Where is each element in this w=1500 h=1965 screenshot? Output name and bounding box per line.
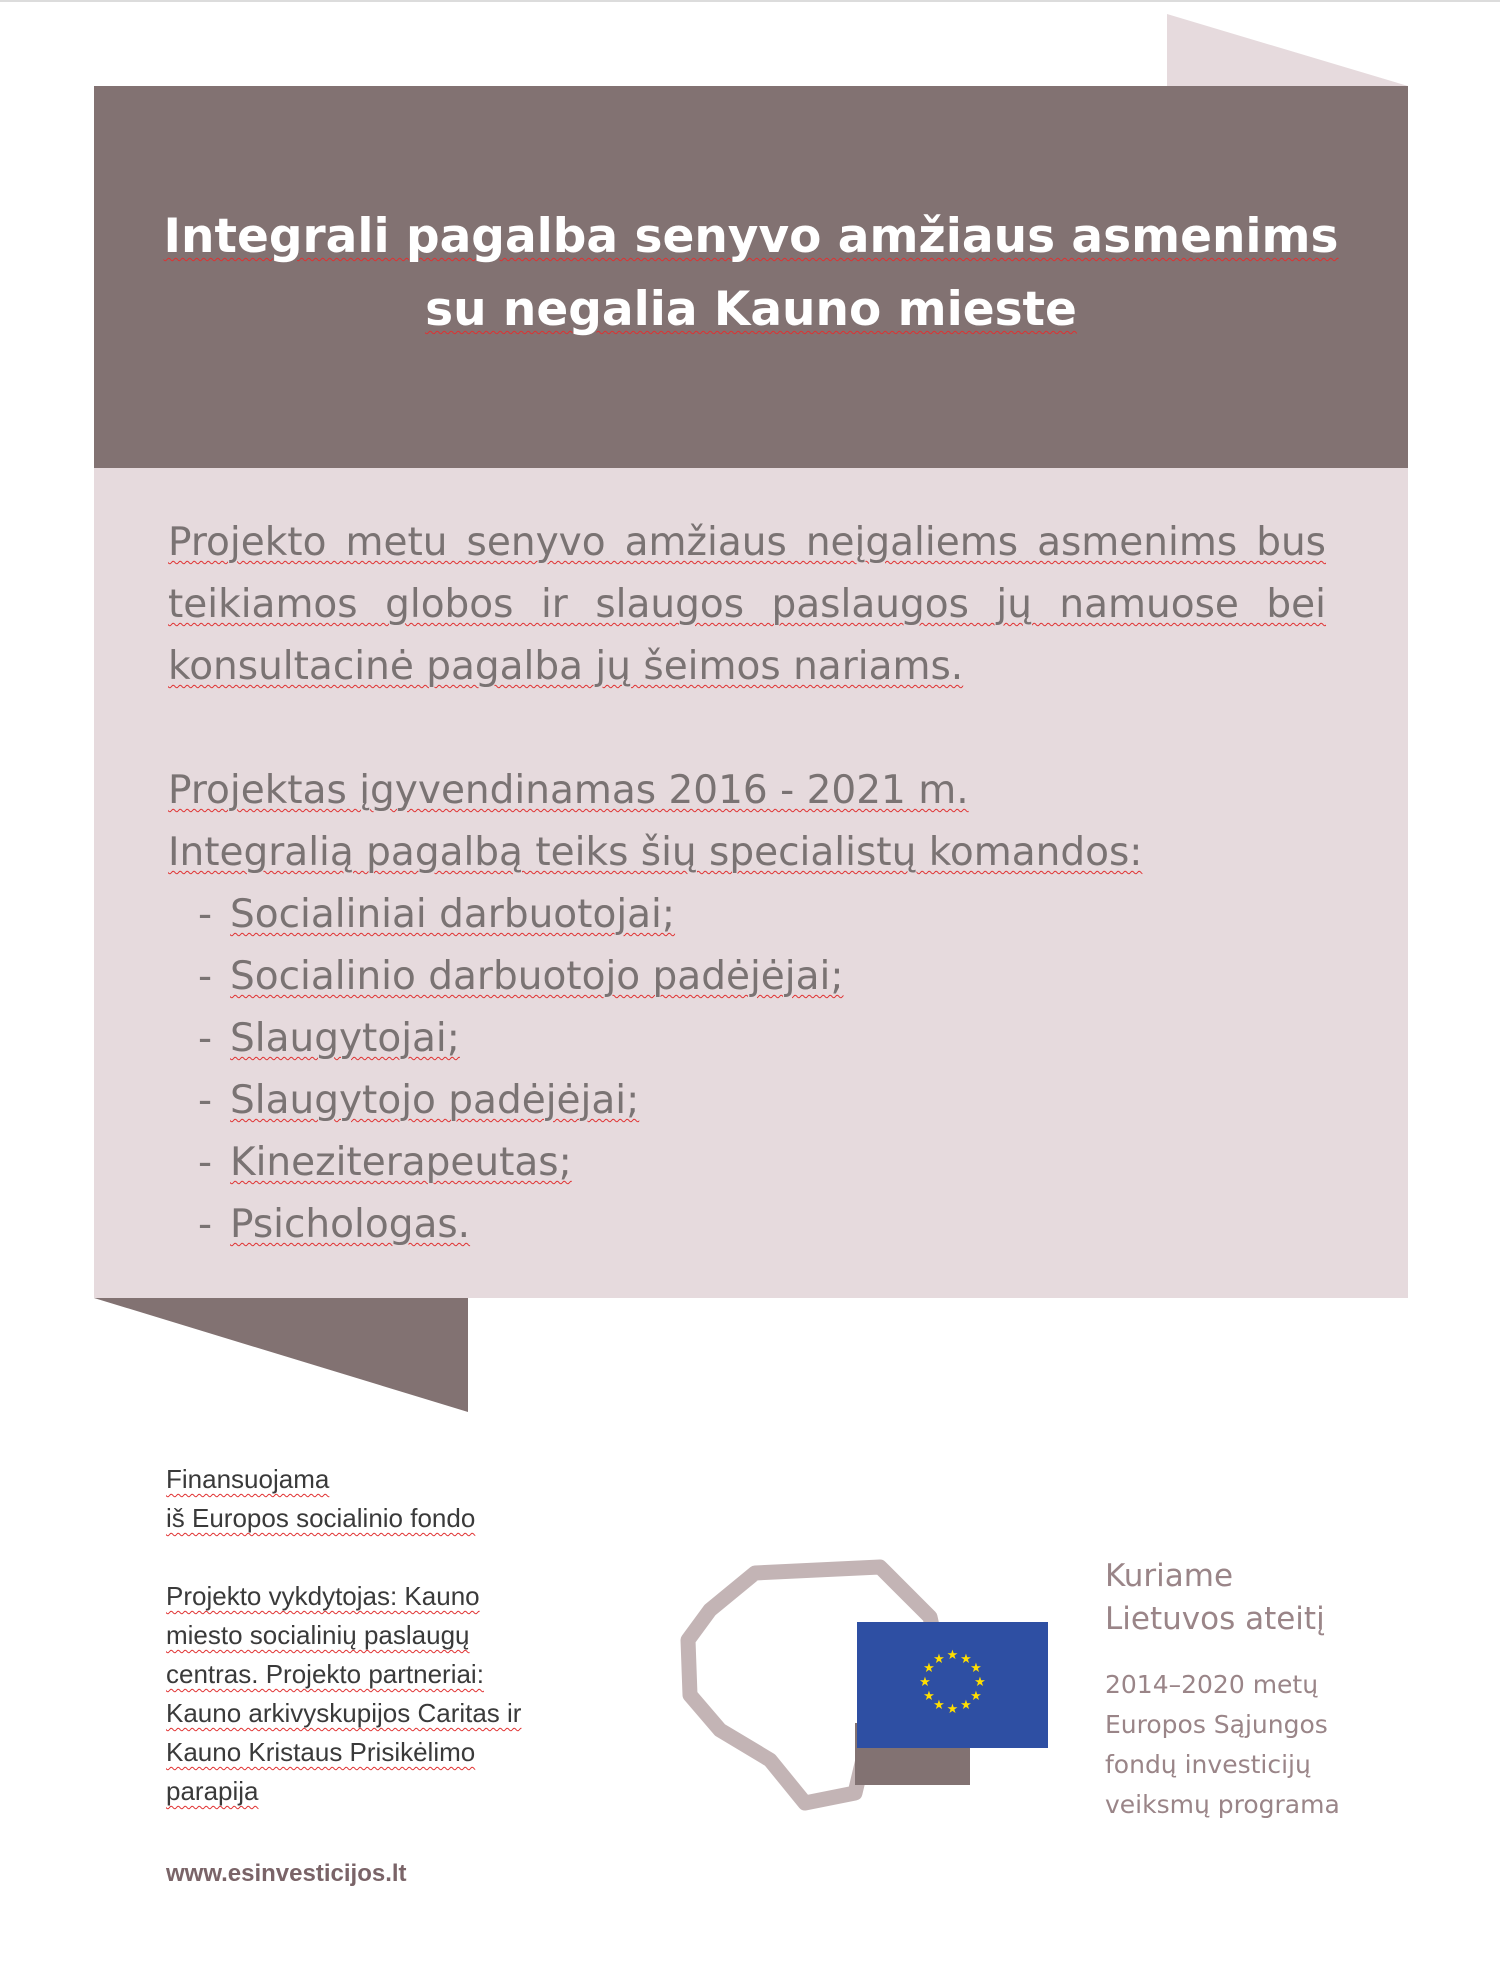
funding-line-2: iš Europos socialinio fondo (166, 1503, 476, 1533)
svg-text:★: ★ (946, 1648, 959, 1663)
intro-paragraph: Projekto metu senyvo amžiaus neįgaliems asmenims bus teikiamos globos ir slaugos paslaugos jų namuose bei konsultacinė pagalba jų šeimos nariams. (168, 520, 1326, 689)
svg-text:★: ★ (946, 1702, 959, 1717)
ribbon-fold-bottom (94, 1298, 468, 1412)
program-line: 2014–2020 metų (1105, 1670, 1319, 1699)
list-item (168, 1070, 1326, 1132)
svg-text:★: ★ (960, 1652, 972, 1667)
team-intro: Integralią pagalbą teiks šių specialistų komandos: (168, 830, 1143, 875)
program-line: fondų investicijų (1105, 1750, 1311, 1779)
svg-text:★: ★ (919, 1675, 931, 1690)
list-item (168, 884, 1326, 946)
specialist-label: Socialiniai darbuotojai; (230, 892, 676, 937)
list-bullet: - (198, 954, 213, 999)
svg-text:★: ★ (970, 1689, 982, 1704)
page-title (94, 200, 1408, 346)
list-bullet: - (198, 1078, 213, 1123)
svg-text:★: ★ (933, 1698, 945, 1713)
executor-line: Kauno arkivyskupijos Caritas ir (166, 1698, 522, 1728)
executor-line: Kauno Kristaus Prisikėlimo (166, 1737, 476, 1767)
svg-text:★: ★ (960, 1698, 972, 1713)
slogan-line-1: Kuriame (1105, 1558, 1234, 1594)
funding-line-1: Finansuojama (166, 1464, 330, 1494)
specialist-label: Socialinio darbuotojo padėjėjai; (230, 954, 844, 999)
svg-text:★: ★ (974, 1675, 986, 1690)
program-line: Europos Sąjungos (1105, 1710, 1328, 1739)
executor-line: parapija (166, 1776, 259, 1806)
title-line-2: su negalia Kauno mieste (425, 282, 1077, 337)
slogan-line-2: Lietuvos ateitį (1105, 1601, 1325, 1637)
list-bullet: - (198, 1016, 213, 1061)
slogan (1105, 1555, 1325, 1641)
specialists-list (168, 884, 1326, 1256)
specialist-label: Psichologas. (230, 1202, 471, 1247)
list-item (168, 1008, 1326, 1070)
svg-text:★: ★ (933, 1652, 945, 1667)
program-text (1105, 1665, 1340, 1825)
website-link[interactable]: www.esinvesticijos.lt (166, 1860, 407, 1887)
list-bullet: - (198, 1140, 213, 1185)
list-item (168, 1132, 1326, 1194)
funding-info (166, 1460, 586, 1811)
list-bullet: - (198, 892, 213, 937)
executor-line: miesto socialinių paslaugų (166, 1620, 470, 1650)
eu-funds-logo (680, 1555, 1050, 1815)
list-bullet: - (198, 1202, 213, 1247)
ribbon-fold-top (1167, 14, 1408, 86)
title-line-1: Integrali pagalba senyvo amžiaus asmenims (163, 209, 1339, 264)
specialist-label: Kineziterapeutas; (230, 1140, 572, 1185)
specialist-label: Slaugytojai; (230, 1016, 460, 1061)
specialist-label: Slaugytojo padėjėjai; (230, 1078, 640, 1123)
list-item (168, 946, 1326, 1008)
svg-text:★: ★ (923, 1689, 935, 1704)
svg-text:★: ★ (970, 1661, 982, 1676)
svg-text:★: ★ (923, 1661, 935, 1676)
program-line: veiksmų programa (1105, 1790, 1340, 1819)
eu-flag-icon (857, 1622, 1048, 1748)
list-item (168, 1194, 1326, 1256)
project-period: Projektas įgyvendinamas 2016 - 2021 m. (168, 768, 969, 813)
body-content (168, 512, 1326, 1256)
executor-line: centras. Projekto partneriai: (166, 1659, 484, 1689)
executor-line: Projekto vykdytojas: Kauno (166, 1581, 480, 1611)
